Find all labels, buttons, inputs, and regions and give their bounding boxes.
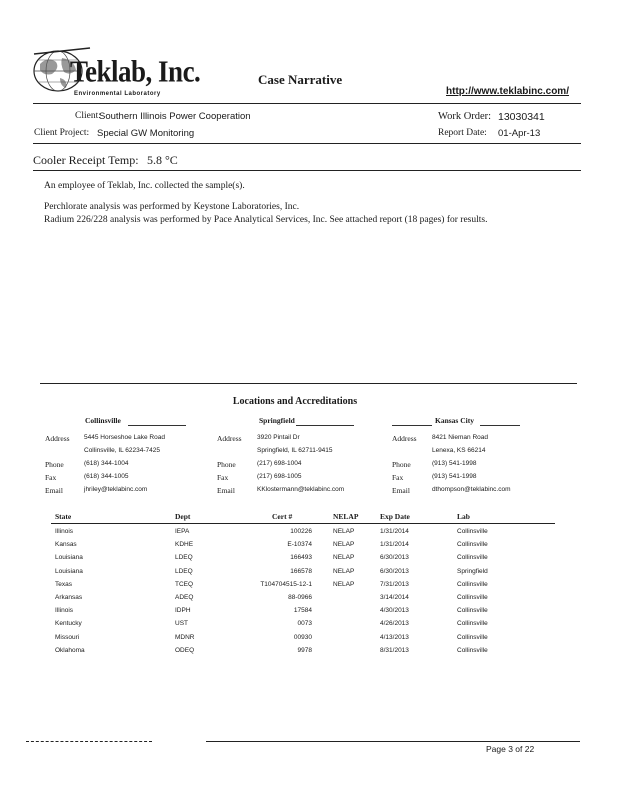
client-project-value: Special GW Monitoring [97, 128, 195, 139]
col-header-lab: Lab [457, 512, 470, 521]
work-order-label: Work Order: [438, 111, 492, 122]
cell-nelap: NELAP [333, 580, 355, 588]
cell-state: Oklahoma [55, 646, 85, 654]
cell-exp-date: 6/30/2013 [380, 567, 409, 575]
cell-lab: Collinsville [457, 554, 488, 562]
cell-lab: Collinsville [457, 646, 488, 654]
cell-cert: 166578 [290, 567, 312, 575]
narrative-line-3: Radium 226/228 analysis was performed by Pace Analytical Services, Inc. See attached report (18 pages) for results. [44, 215, 488, 225]
address2-1: Collinsville, IL 62234-7425 [84, 447, 161, 454]
cell-exp-date: 8/31/2013 [380, 646, 409, 654]
cell-state: Illinois [55, 528, 74, 535]
cell-exp-date: 3/14/2014 [380, 594, 409, 601]
address1-2: 3920 Pintail Dr [257, 434, 300, 441]
address1-3: 8421 Nieman Road [432, 434, 489, 441]
phone-label-3: Phone [392, 460, 411, 469]
cell-exp-date: 1/31/2014 [380, 528, 409, 535]
client-label: Client: [75, 111, 101, 121]
client-value: Southern Illinois Power Cooperation [99, 111, 251, 122]
cell-state: Kentucky [55, 620, 82, 628]
cell-dept: LDEQ [175, 554, 193, 562]
website-link[interactable]: http://www.teklabinc.com/ [446, 86, 569, 97]
table-header-rule [51, 523, 555, 524]
cell-state: Arkansas [55, 594, 83, 601]
fax-label-3: Fax [392, 473, 404, 482]
email-2[interactable]: KKlostermann@teklabinc.com [257, 486, 345, 493]
cell-cert: 88-0966 [288, 594, 312, 601]
cell-dept: IDPH [175, 607, 191, 615]
cell-cert: E-10374 [287, 541, 312, 549]
fax-label-2: Fax [217, 473, 229, 482]
phone-1: (618) 344-1004 [84, 460, 129, 467]
locations-title: Locations and Accreditations [232, 396, 358, 407]
address-label-2: Address [217, 434, 242, 443]
cell-state: Kansas [55, 541, 77, 549]
header-divider [33, 103, 581, 104]
email-3[interactable]: dthompson@teklabinc.com [432, 486, 511, 493]
email-label-1: Email [45, 486, 63, 495]
locations-divider [40, 383, 577, 384]
cell-nelap: NELAP [333, 528, 355, 535]
cell-dept: ODEQ [175, 646, 195, 654]
city-underline [128, 425, 186, 426]
col-header-nelap: NELAP [333, 512, 359, 521]
work-order-value: 13030341 [498, 111, 545, 123]
logo-subtitle: Environmental Laboratory [74, 91, 161, 97]
cell-exp-date: 6/30/2013 [380, 554, 409, 562]
cell-lab: Collinsville [457, 620, 488, 628]
cell-nelap: NELAP [333, 554, 355, 562]
cell-lab: Collinsville [457, 528, 488, 535]
cell-dept: IEPA [175, 528, 190, 535]
cell-cert: 00930 [293, 633, 312, 641]
fax-2: (217) 698-1005 [257, 473, 302, 480]
cell-exp-date: 7/31/2013 [380, 580, 409, 588]
cell-dept: MDNR [175, 633, 195, 641]
cell-lab: Collinsville [457, 594, 488, 601]
city-underline [296, 425, 354, 426]
cell-nelap: NELAP [333, 541, 355, 549]
address2-2: Springfield, IL 62711-9415 [257, 447, 333, 454]
cell-nelap: NELAP [333, 567, 355, 575]
phone-label-2: Phone [217, 460, 236, 469]
cell-state: Louisiana [55, 554, 83, 562]
report-date-label: Report Date: [438, 128, 487, 138]
cell-lab: Collinsville [457, 607, 488, 615]
col-header-cert: Cert # [272, 512, 293, 521]
cell-dept: KDHE [175, 541, 194, 549]
cell-cert: 100226 [290, 528, 312, 535]
cell-state: Louisiana [55, 567, 83, 575]
cell-exp-date: 4/26/2013 [380, 620, 409, 628]
cell-state: Missouri [55, 633, 80, 641]
col-header-state: State [55, 512, 72, 521]
narrative-line-1: An employee of Teklab, Inc. collected the sample(s). [44, 181, 245, 191]
cell-state: Texas [55, 580, 72, 588]
cooler-receipt-temp-label: Cooler Receipt Temp: [33, 153, 139, 167]
col-header-dept: Dept [175, 512, 191, 521]
email-1[interactable]: jhriley@teklabinc.com [84, 486, 148, 493]
cell-dept: LDEQ [175, 567, 193, 575]
cell-lab: Collinsville [457, 541, 488, 549]
fax-3: (913) 541-1998 [432, 473, 477, 480]
address1-1: 5445 Horseshoe Lake Road [84, 434, 165, 441]
cooler-receipt-temp-value: 5.8 °C [147, 153, 178, 167]
cell-cert: 17584 [293, 607, 312, 615]
email-label-2: Email [217, 486, 235, 495]
city-underline [392, 425, 432, 426]
report-date-value: 01-Apr-13 [498, 128, 541, 139]
address2-3: Lenexa, KS 66214 [432, 447, 486, 454]
city-underline [480, 425, 520, 426]
cell-lab: Collinsville [457, 580, 488, 588]
cell-cert: T104704515-12-1 [260, 580, 312, 588]
city-collinsville: Collinsville [85, 416, 121, 425]
cell-dept: UST [175, 620, 188, 628]
cell-exp-date: 1/31/2014 [380, 541, 409, 549]
address-label-1: Address [45, 434, 70, 443]
narrative-line-2: Perchlorate analysis was performed by Keystone Laboratories, Inc. [44, 202, 300, 212]
city-springfield: Springfield [259, 416, 295, 425]
cell-lab: Springfield [457, 567, 488, 575]
cell-cert: 9978 [297, 646, 312, 654]
page-number: Page 3 of 22 [486, 744, 535, 754]
info-divider [33, 143, 581, 144]
phone-label-1: Phone [45, 460, 64, 469]
cell-exp-date: 4/30/2013 [380, 607, 409, 615]
phone-3: (913) 541-1998 [432, 460, 477, 467]
cell-state: Illinois [55, 607, 74, 615]
cell-dept: ADEQ [175, 594, 194, 601]
cell-exp-date: 4/13/2013 [380, 633, 409, 641]
col-header-exp-date: Exp Date [380, 512, 410, 521]
phone-2: (217) 698-1004 [257, 460, 302, 467]
page-title: Case Narrative [258, 72, 343, 87]
fax-1: (618) 344-1005 [84, 473, 129, 480]
footer-rule-right [206, 741, 580, 742]
client-project-label: Client Project: [34, 128, 90, 138]
city-kansas-city: Kansas City [435, 416, 474, 425]
cell-dept: TCEQ [175, 580, 194, 588]
logo-wordmark: Teklab, Inc. [70, 54, 201, 89]
cell-cert: 0073 [297, 620, 312, 628]
fax-label-1: Fax [45, 473, 57, 482]
email-label-3: Email [392, 486, 410, 495]
footer-rule-left [26, 741, 152, 742]
cell-cert: 166493 [290, 554, 312, 562]
cooler-divider [33, 170, 581, 171]
cell-lab: Collinsville [457, 633, 488, 641]
address-label-3: Address [392, 434, 417, 443]
